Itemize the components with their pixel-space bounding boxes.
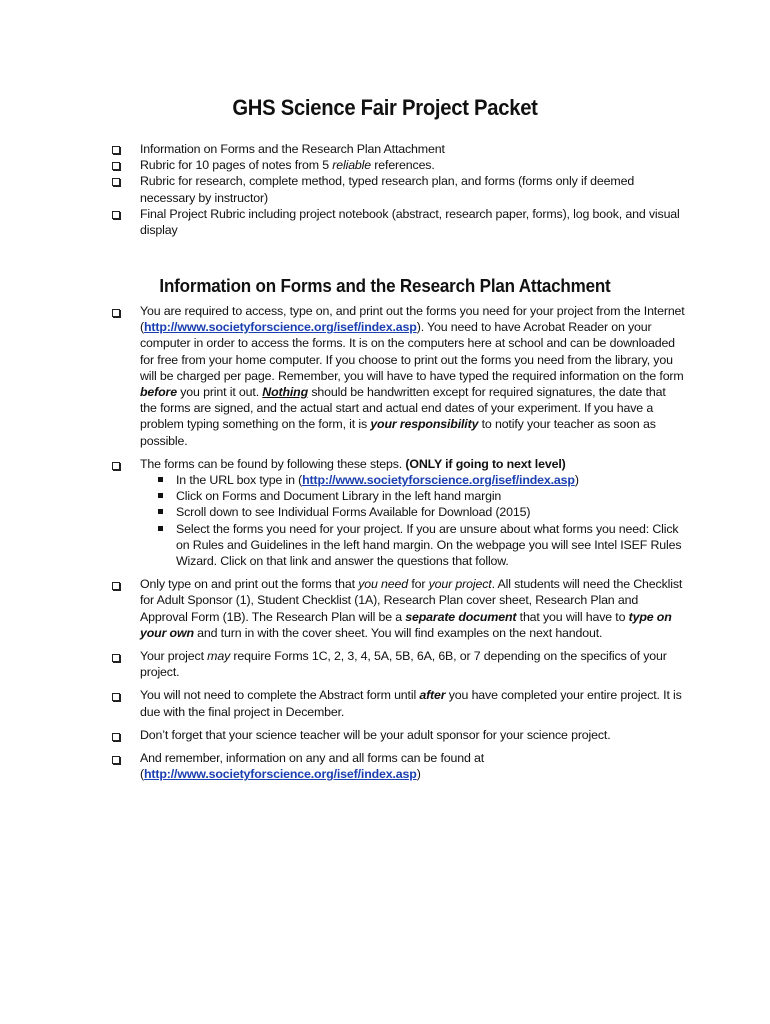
list-item: Rubric for research, complete method, typed research plan, and forms (forms only if deemed necessary by instructor) (0, 173, 770, 205)
list-item: Your project may require Forms 1C, 2, 3, 4, 5A, 5B, 6A, 6B, or 7 depending on the specifics of your project. (0, 648, 770, 680)
checkbox-bullet-icon (112, 654, 120, 662)
list-item: You will not need to complete the Abstract form until after you have completed your entire project. It is due with the final project in December. (0, 687, 770, 719)
checkbox-bullet-icon (112, 178, 120, 186)
checkbox-bullet-icon (112, 756, 120, 764)
instructions-list (0, 303, 770, 782)
checkbox-bullet-icon (112, 582, 120, 590)
isef-link[interactable]: http://www.societyforscience.org/isef/index.asp (143, 767, 417, 782)
square-bullet-icon (158, 526, 163, 531)
step-item: Scroll down to see Individual Forms Available for Download (2015) (176, 504, 686, 520)
isef-link[interactable]: http://www.societyforscience.org/isef/index.asp (143, 320, 417, 335)
step-item: Select the forms you need for your project. If you are unsure about what forms you need: Click on Rules and Guidelines in the left hand margin. On the webpage you will see Intel ISEF Rules Wizard. Click on that link and answer the questions that follow. (176, 521, 686, 570)
section-heading: Information on Forms and the Research Plan Attachment (159, 275, 611, 296)
page-title: GHS Science Fair Project Packet (232, 95, 538, 120)
list-item: Information on Forms and the Research Plan Attachment (0, 141, 770, 157)
square-bullet-icon (158, 477, 163, 482)
square-bullet-icon (158, 509, 163, 514)
list-item: The forms can be found by following these steps. (ONLY if going to next level) (0, 456, 770, 472)
checkbox-bullet-icon (112, 462, 120, 470)
list-item: You are required to access, type on, and print out the forms you need for your project from the Internet (http://www.societyforscience.org/isef/index.asp). You need to have Acrobat Reader on your computer in order to access the forms. It is on the computers here at school and can be downloaded for free from your home computer. If you choose to print out the forms you need from the library, you will be charged per page. Remember, you will have to have typed the required information on the form before you print it out. Nothing should be handwritten except for required signatures, the date that the forms are signed, and the actual start and actual end dates of your experiment. If you have a problem typing something on the form, it is your responsibility to notify your teacher as soon as possible. (0, 303, 770, 449)
list-item: Final Project Rubric including project notebook (abstract, research paper, forms), log book, and visual display (0, 206, 770, 238)
checkbox-bullet-icon (112, 733, 120, 741)
list-item: And remember, information on any and all forms can be found at (http://www.societyforscience.org/isef/index.asp) (0, 750, 770, 782)
checkbox-bullet-icon (112, 693, 120, 701)
list-item: Don’t forget that your science teacher will be your adult sponsor for your science project. (0, 727, 770, 743)
step-item: In the URL box type in (http://www.societyforscience.org/isef/index.asp) (176, 472, 686, 488)
checkbox-bullet-icon (112, 146, 120, 154)
isef-link[interactable]: http://www.societyforscience.org/isef/index.asp (302, 473, 575, 488)
checkbox-bullet-icon (112, 309, 120, 317)
checkbox-bullet-icon (112, 211, 120, 219)
list-item: Only type on and print out the forms that you need for your project. All students will need the Checklist for Adult Sponsor (1), Student Checklist (1A), Research Plan cover sheet, Research Plan and Approval Form (1B). The Research Plan will be a separate document that you will have to type on your own and turn in with the cover sheet. You will find examples on the next handout. (0, 576, 770, 641)
step-item: Click on Forms and Document Library in the left hand margin (176, 488, 686, 504)
list-item: Rubric for 10 pages of notes from 5 reliable references. (0, 157, 770, 173)
square-bullet-icon (158, 493, 163, 498)
checkbox-bullet-icon (112, 162, 120, 170)
summary-list (0, 141, 770, 238)
